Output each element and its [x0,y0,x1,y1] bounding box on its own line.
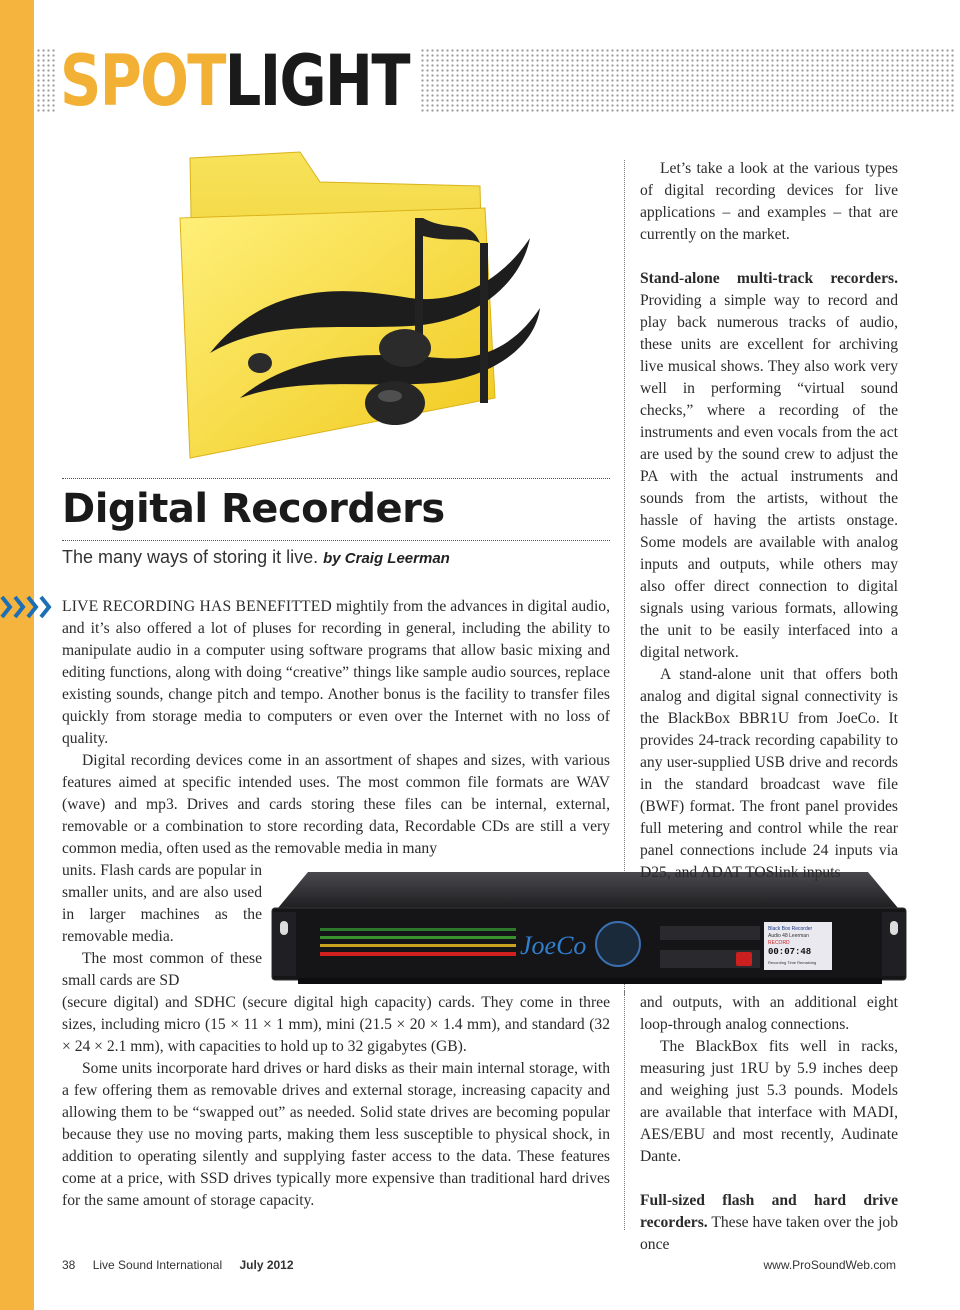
subsection-2 [640,1190,898,1256]
article-headline: Digital Recorders [62,486,445,532]
footer-url[interactable]: www.ProSoundWeb.com [763,1258,896,1272]
issue-date: July 2012 [239,1258,294,1272]
subsection-1-title: Stand-alone multi-track recorders. [640,270,898,287]
music-folder-illustration [150,148,590,468]
paragraph-4: Some units incorporate hard drives or hard disks as their main internal storage, with a few offering them as removable drives and external storage, increasing capacity and allowing them to be “swapped out” as needed. Solid state drives are becoming popular because they use no moving parts, making them less susceptible to physical shock, in addition to operating silently and supplying faster access to the data. These features come at a price, with SSD drives typically more expensive than traditional hard drives for the same amount of storage capacity. [62,1060,610,1209]
screen-line-3: RECORD [768,940,790,946]
page-number: 38 [62,1258,76,1272]
paragraph-1-text: mightily from the advances in digital audio, and it’s also offered a lot of pluses for recording in general, including the ability to manipulate audio in a computer using software programs that allow basic mixing and editing functions, along with doing “creative” things like sample audio sources, replace existing sounds, change pitch and tempo. Another bonus is the facility to transfer files quickly from storage media to computers or even over the Internet with no loss of quality. [62,598,610,747]
side-accent-bar [0,0,34,1310]
section-title-part2: LIGHT [224,40,409,122]
blackbox-dimensions-paragraph: The BlackBox fits well in racks, measuring just 1RU by 5.9 inches deep and weighing just 5.3 pounds. Models are available that interface with MADI, AES/EBU and most recently, Audinate Dante. [640,1038,898,1165]
body-column-2-bottom [640,992,898,1256]
screen-line-1: Black Box Recorder [768,926,813,932]
publication-name: Live Sound International [92,1258,223,1272]
deck-text: The many ways of storing it live. [62,547,319,567]
paragraph-2-wrap: units. Flash cards are popular in smaller units, and are also used in larger machines as the removable media. [62,862,262,945]
blackbox-paragraph-continued: and outputs, with an additional eight loop-through analog connections. [640,994,898,1033]
chevron-arrows-icon [0,594,56,620]
screen-line-2: Audio 48 Leerman [768,933,809,939]
article-deck [62,545,450,571]
svg-text:JoeCo: JoeCo [520,931,587,960]
screen-line-5: Recording Time Remaining [768,960,817,965]
intro-paragraph: Let’s take a look at the various types of digital recording devices for live applications – and examples – that are currently on the market. [640,160,898,243]
header-dot-pattern-right [420,48,956,112]
subsection-1 [640,268,898,664]
headline-rule-top [62,478,610,479]
blackbox-recorder-photo [268,866,910,996]
body-column-1-wrap [62,860,262,992]
body-column-1-top [62,596,610,860]
header-dot-pattern-left [36,48,56,112]
section-title [60,40,409,122]
lead-in: LIVE RECORDING HAS BENEFITTED [62,598,332,615]
section-title-part1: SPOT [60,40,225,122]
subsection-2-text: These have taken over the job once [640,1214,898,1253]
blackbox-paragraph: A stand-alone unit that offers both analog and digital signal connectivity is the BlackBox BBR1U from JoeCo. It provides 24-track recording capability to any user-supplied USB drive and records in the standard broadcast wave file (BWF) format. The front panel provides full metering and control while the rear panel connections include 24 inputs via D25, and ADAT TOSlink inputs [640,666,898,881]
headline-rule-bottom [62,540,610,541]
subsection-1-text: Providing a simple way to record and play back numerous tracks of audio, these units are excellent for archiving live musical shows. They also work very well in performing “virtual sound checks,” where a recording of the instruments and even vocals from the act are used by the sound crew to adjust the PA with the actual instruments and sounds from the artists, without the hassle of having the artists onstage. Some models are available with analog inputs and outputs, while others may also offer direct connection to digital signals using various formats, allowing the unit to be easily interfaced into a digital network. [640,292,898,661]
paragraph-2: Digital recording devices come in an assortment of shapes and sizes, with various features aimed at specific intended uses. The most common file formats are WAV (wave) and mp3. Drives and cards storing these files can be internal, external, removable or a combination to store recording data, Recordable CDs are still a very common media, often used as the removable media in many [62,752,610,857]
screen-time: 00:07:48 [768,947,812,957]
paragraph-1 [62,596,610,750]
body-column-2-top [640,158,898,884]
paragraph-3-continued: (secure digital) and SDHC (secure digital high capacity) cards. They come in three sizes, including micro (15 × 11 × 1 mm), mini (21.5 × 20 × 1.4 mm), and standard (32 × 24 × 2.1 mm), with capacities to hold up to 32 gigabytes (GB). [62,994,610,1055]
subsection-2-title: Full-sized flash and hard drive recorders. [640,1192,898,1231]
body-column-1-bottom [62,992,610,1212]
paragraph-3-wrap: The most common of these small cards are SD [62,950,262,989]
article-byline: by Craig Leerman [323,550,450,567]
column-divider-lower [624,990,625,1230]
footer-left [62,1258,308,1272]
